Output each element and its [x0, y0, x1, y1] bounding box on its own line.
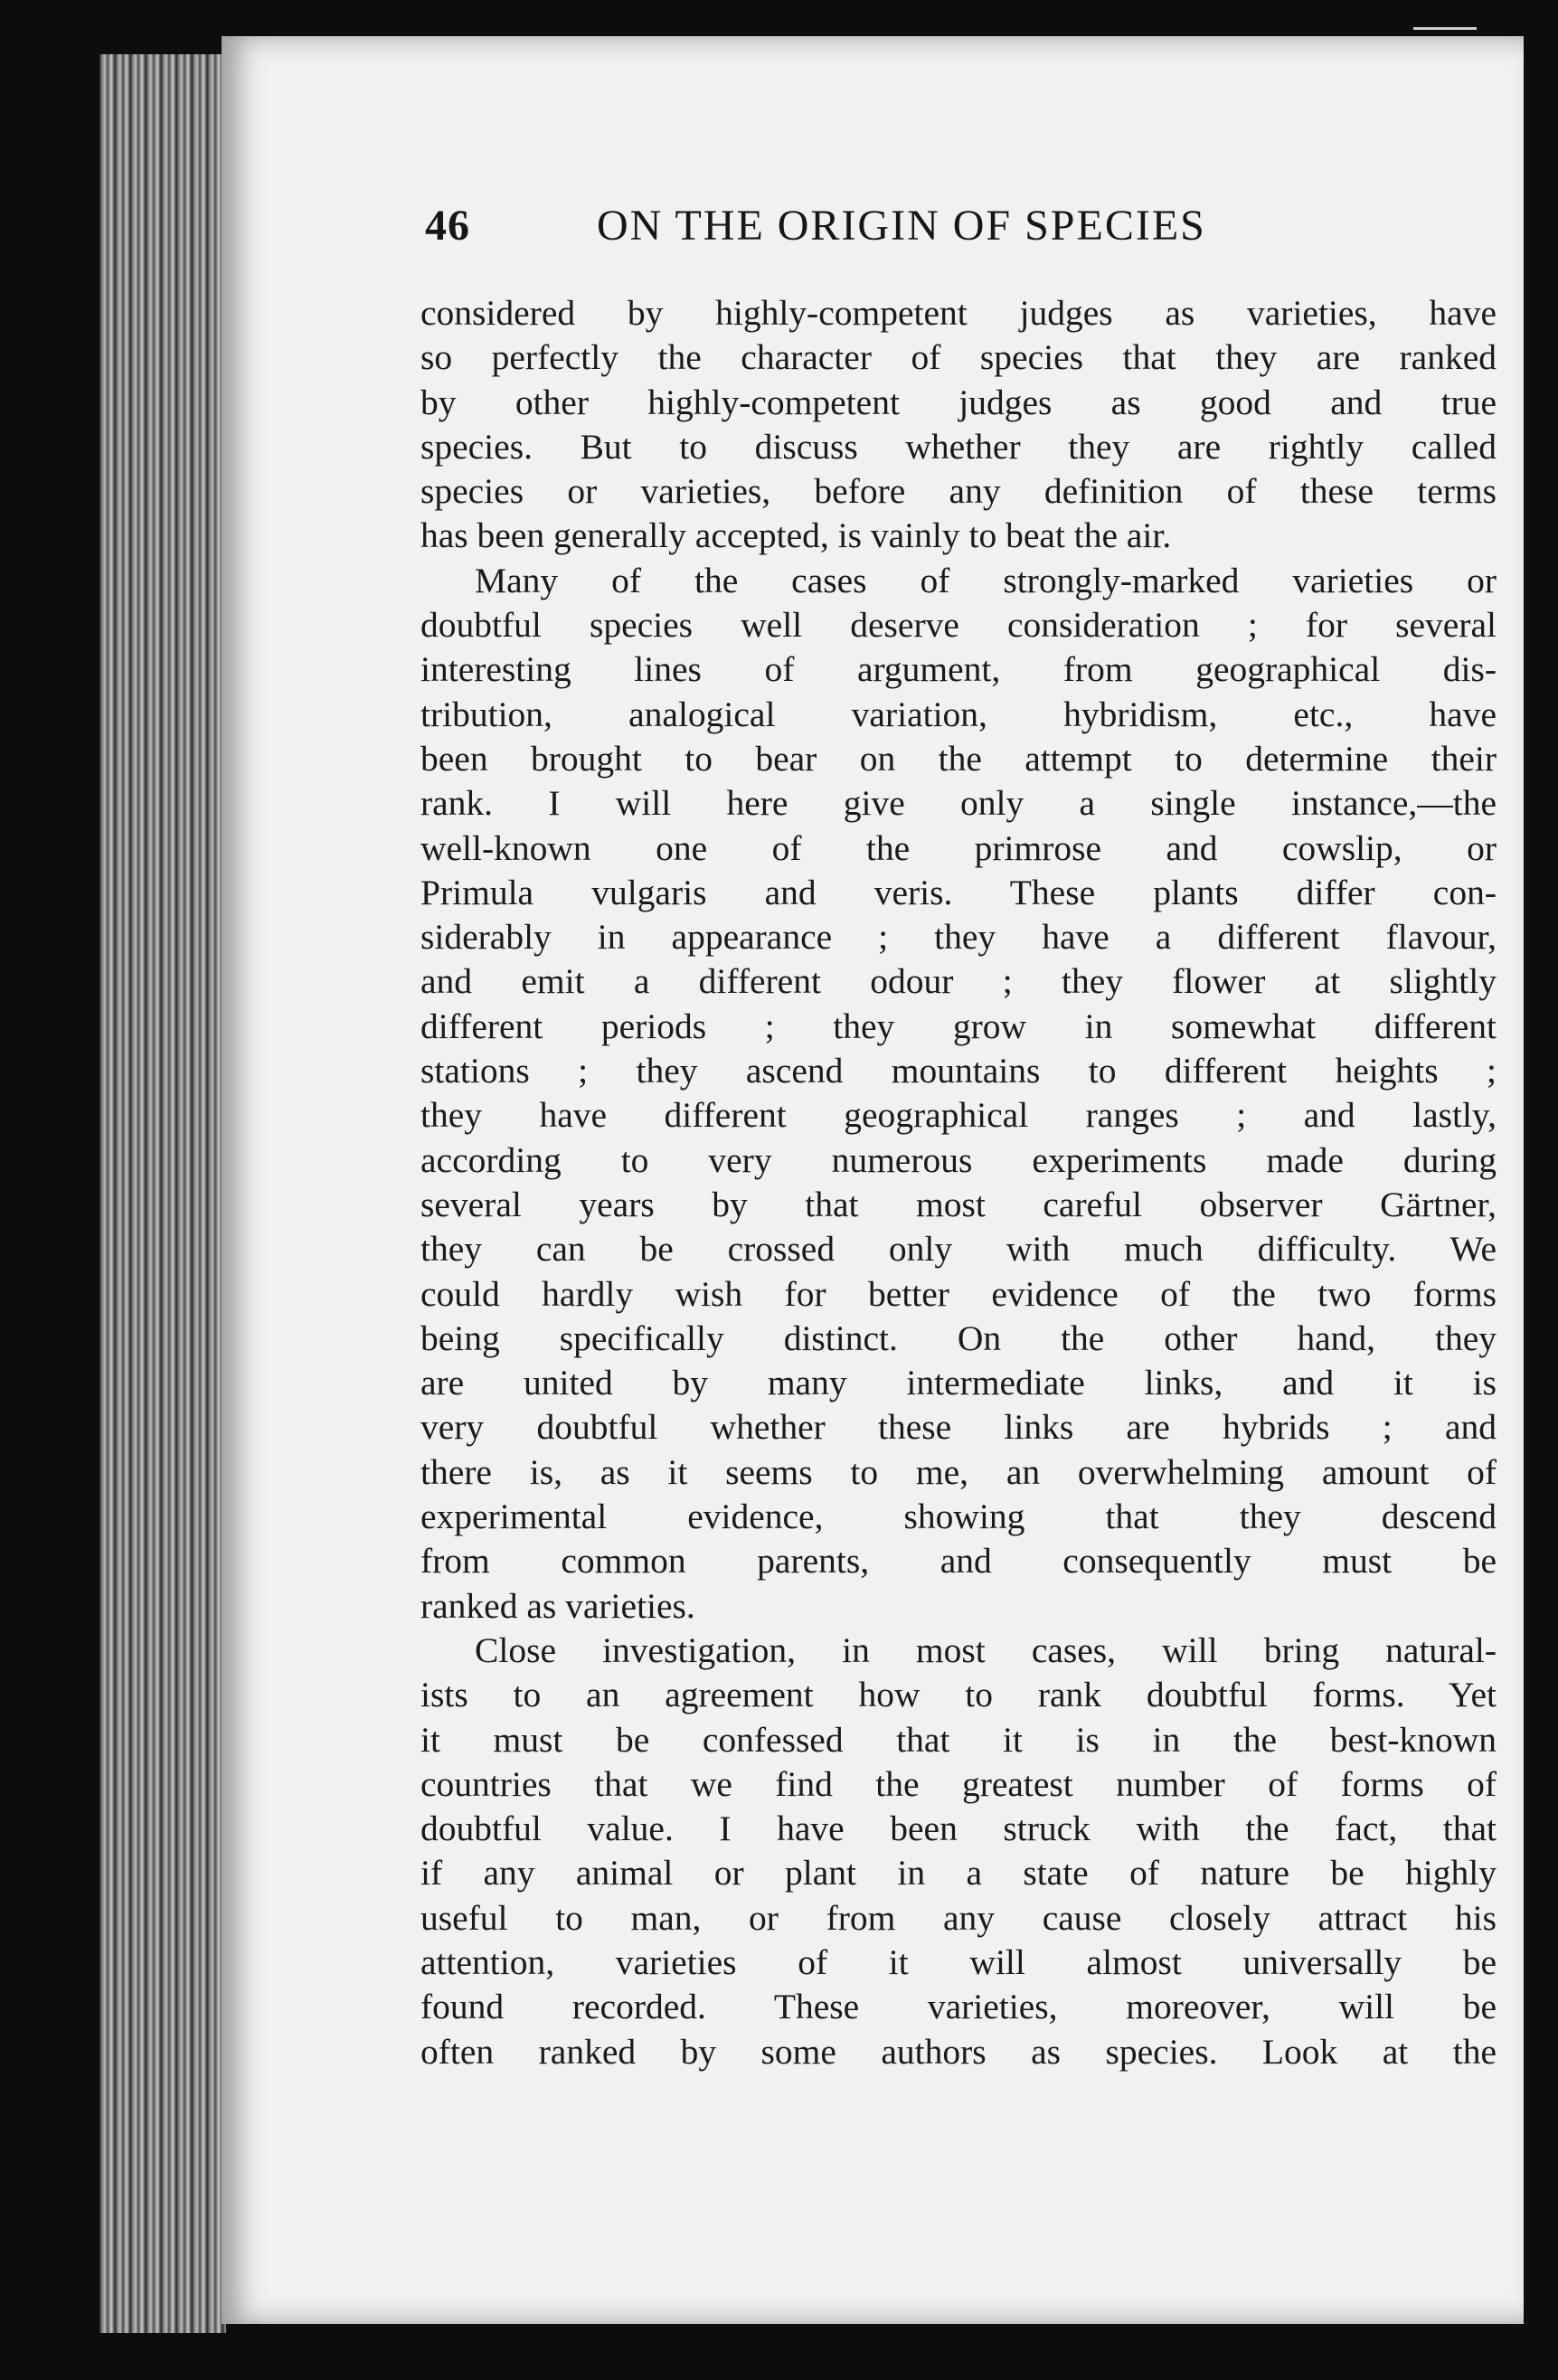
text-line: siderably in appearance ; they have a different flavour, — [420, 917, 1497, 958]
text-line: rank. I will here give only a single instance,—the — [420, 783, 1497, 824]
text-line: they have different geographical ranges ; and lastly, — [420, 1095, 1497, 1136]
book-page-edges — [99, 54, 226, 2333]
paragraph-start-line: Many of the cases of strongly-marked varieties or — [475, 560, 1497, 600]
text-line: often ranked by some authors as species. Look at the — [420, 2031, 1497, 2072]
text-line: several years by that most careful observer Gärtner, — [420, 1184, 1497, 1224]
text-line: found recorded. These varieties, moreover, will be — [420, 1987, 1497, 2027]
text-line: and emit a different odour ; they flower at slightly — [420, 961, 1497, 1002]
text-line: could hardly wish for better evidence of the two forms — [420, 1273, 1497, 1314]
text-line: been brought to bear on the attempt to determine their — [420, 738, 1497, 779]
page-number: 46 — [425, 202, 470, 250]
text-line: ists to an agreement how to rank doubtful forms. Yet — [420, 1675, 1497, 1715]
text-line: different periods ; they grow in somewhat different — [420, 1006, 1497, 1046]
text-line: according to very numerous experiments made during — [420, 1139, 1497, 1180]
text-line: doubtful species well deserve consideration ; for several — [420, 605, 1497, 646]
page-header — [425, 201, 1329, 255]
paragraph-start-line: Close investigation, in most cases, will bring natural- — [475, 1629, 1497, 1670]
text-line: they can be crossed only with much difficulty. We — [420, 1229, 1497, 1270]
text-line: are united by many intermediate links, and it is — [420, 1363, 1497, 1403]
text-line: by other highly-competent judges as good and true — [420, 382, 1497, 422]
text-line: interesting lines of argument, from geographical dis- — [420, 649, 1497, 690]
text-line: so perfectly the character of species that they are ranked — [420, 337, 1497, 378]
text-line: countries that we find the greatest number of forms of — [420, 1763, 1497, 1804]
text-line: tribution, analogical variation, hybridism, etc., have — [420, 694, 1497, 734]
text-line: attention, varieties of it will almost universally be — [420, 1941, 1497, 1982]
text-line: considered by highly-competent judges as varieties, have — [420, 293, 1497, 333]
text-line: doubtful value. I have been struck with the fact, that — [420, 1809, 1497, 1849]
text-line: being specifically distinct. On the other hand, they — [420, 1318, 1497, 1358]
text-line: species. But to discuss whether they are rightly called — [420, 426, 1497, 467]
text-line: it must be confessed that it is in the best-known — [420, 1719, 1497, 1760]
text-line: very doubtful whether these links are hybrids ; and — [420, 1407, 1497, 1448]
text-line: if any animal or plant in a state of nature be highly — [420, 1853, 1497, 1894]
body-text — [420, 291, 1497, 2074]
text-line: from common parents, and consequently must be — [420, 1541, 1497, 1582]
text-line: species or varieties, before any definition of these terms — [420, 471, 1497, 512]
running-title: ON THE ORIGIN OF SPECIES — [597, 202, 1206, 250]
text-line: has been generally accepted, is vainly to beat the air. — [420, 515, 1172, 556]
text-line: experimental evidence, showing that they descend — [420, 1497, 1497, 1537]
text-line: useful to man, or from any cause closely attract his — [420, 1897, 1497, 1938]
text-line: ranked as varieties. — [420, 1585, 695, 1626]
text-line: Primula vulgaris and veris. These plants differ con- — [420, 872, 1497, 912]
text-line: well-known one of the primrose and cowslip, or — [420, 827, 1497, 868]
text-line: stations ; they ascend mountains to different heights ; — [420, 1051, 1497, 1091]
text-line: there is, as it seems to me, an overwhelming amount of — [420, 1451, 1497, 1492]
